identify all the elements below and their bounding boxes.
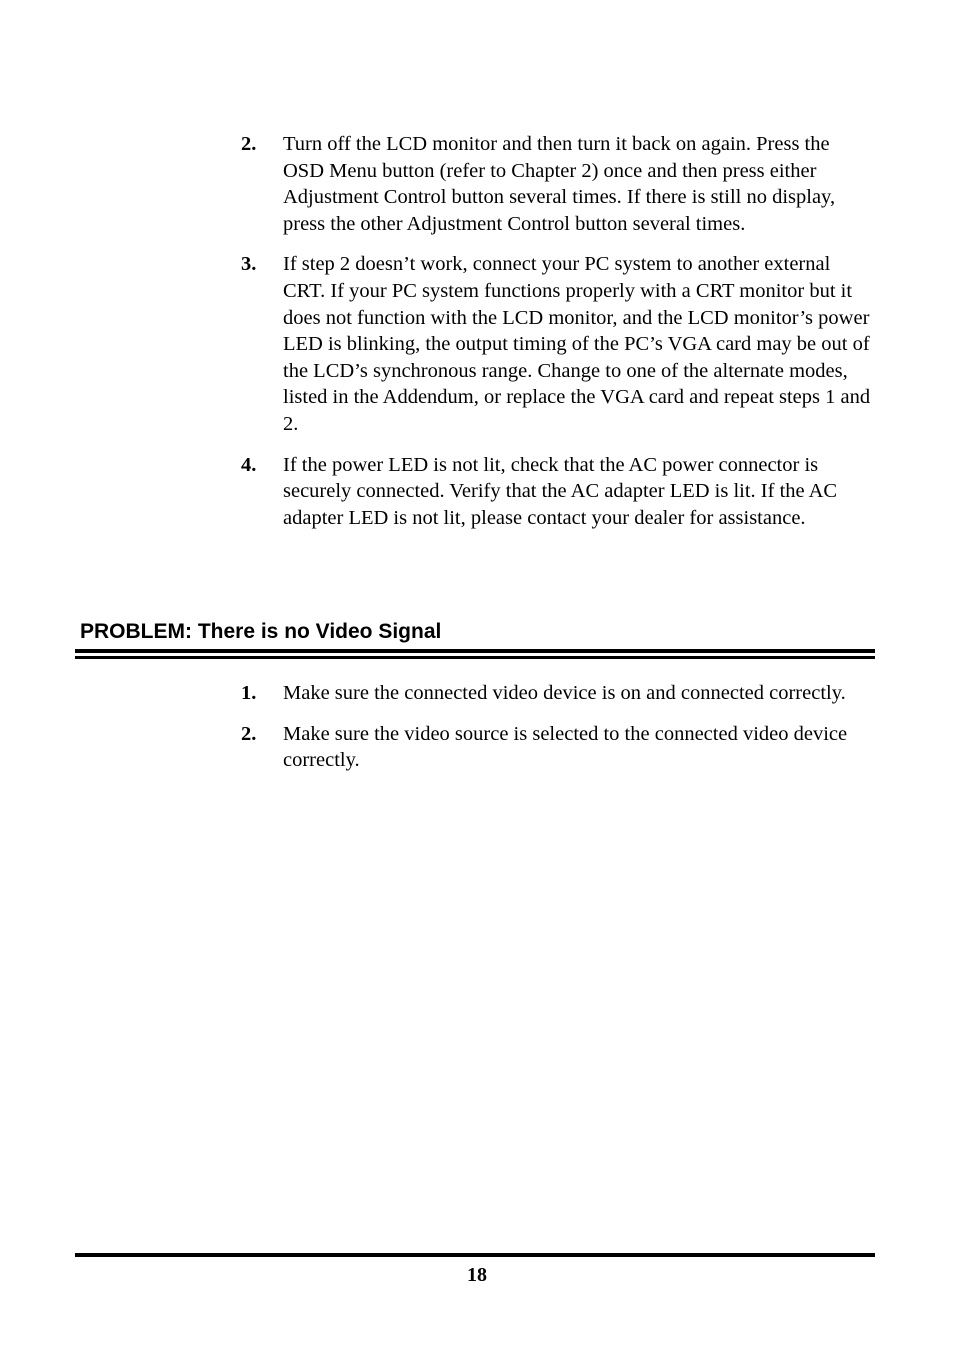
step-number: 2. <box>241 133 257 155</box>
step-text: Make sure the connected video device is on and connected correctly. <box>283 682 846 704</box>
step-text: Turn off the LCD monitor and then turn it back on again. Press the OSD Menu button (refer to Chapter 2) once and then press either Adjustment Control button several times. If there is still no display, press the other Adjustment Control button several times. <box>283 133 836 235</box>
troubleshooting-steps-list <box>241 131 871 545</box>
step-number: 2. <box>241 722 257 745</box>
page-number: 18 <box>467 1264 487 1286</box>
step-text: Make sure the video source is selected to the connected video device correctly. <box>283 722 848 772</box>
heading-divider-bottom <box>75 656 875 659</box>
footer-divider <box>75 1253 875 1257</box>
step-number: 4. <box>241 453 257 476</box>
step-text: If step 2 doesn’t work, connect your PC system to another external CRT. If your PC system functions properly with a CRT monitor but it does not function with the LCD monitor, and the LCD monitor’s power LED is blinking, the output timing of the PC’s VGA card may be out of the LCD’s synchronous range. Change to one of the alternate modes, listed in the Addendum, or replace the VGA card and repeat steps 1 and 2. <box>283 253 871 435</box>
step-item <box>241 251 871 437</box>
step-item <box>241 680 871 707</box>
section-heading: PROBLEM: There is no Video Signal <box>80 620 442 643</box>
step-number: 1. <box>241 682 257 704</box>
video-signal-steps-list <box>241 680 871 788</box>
step-text: If the power LED is not lit, check that the AC power connector is securely connected. Verify that the AC adapter LED is lit. If the AC adapter LED is not lit, please contact your dealer for assistance. <box>283 453 838 529</box>
step-number: 3. <box>241 253 257 276</box>
heading-divider-top <box>75 649 875 653</box>
step-item <box>241 131 871 237</box>
step-item <box>241 452 871 532</box>
step-item <box>241 721 871 774</box>
